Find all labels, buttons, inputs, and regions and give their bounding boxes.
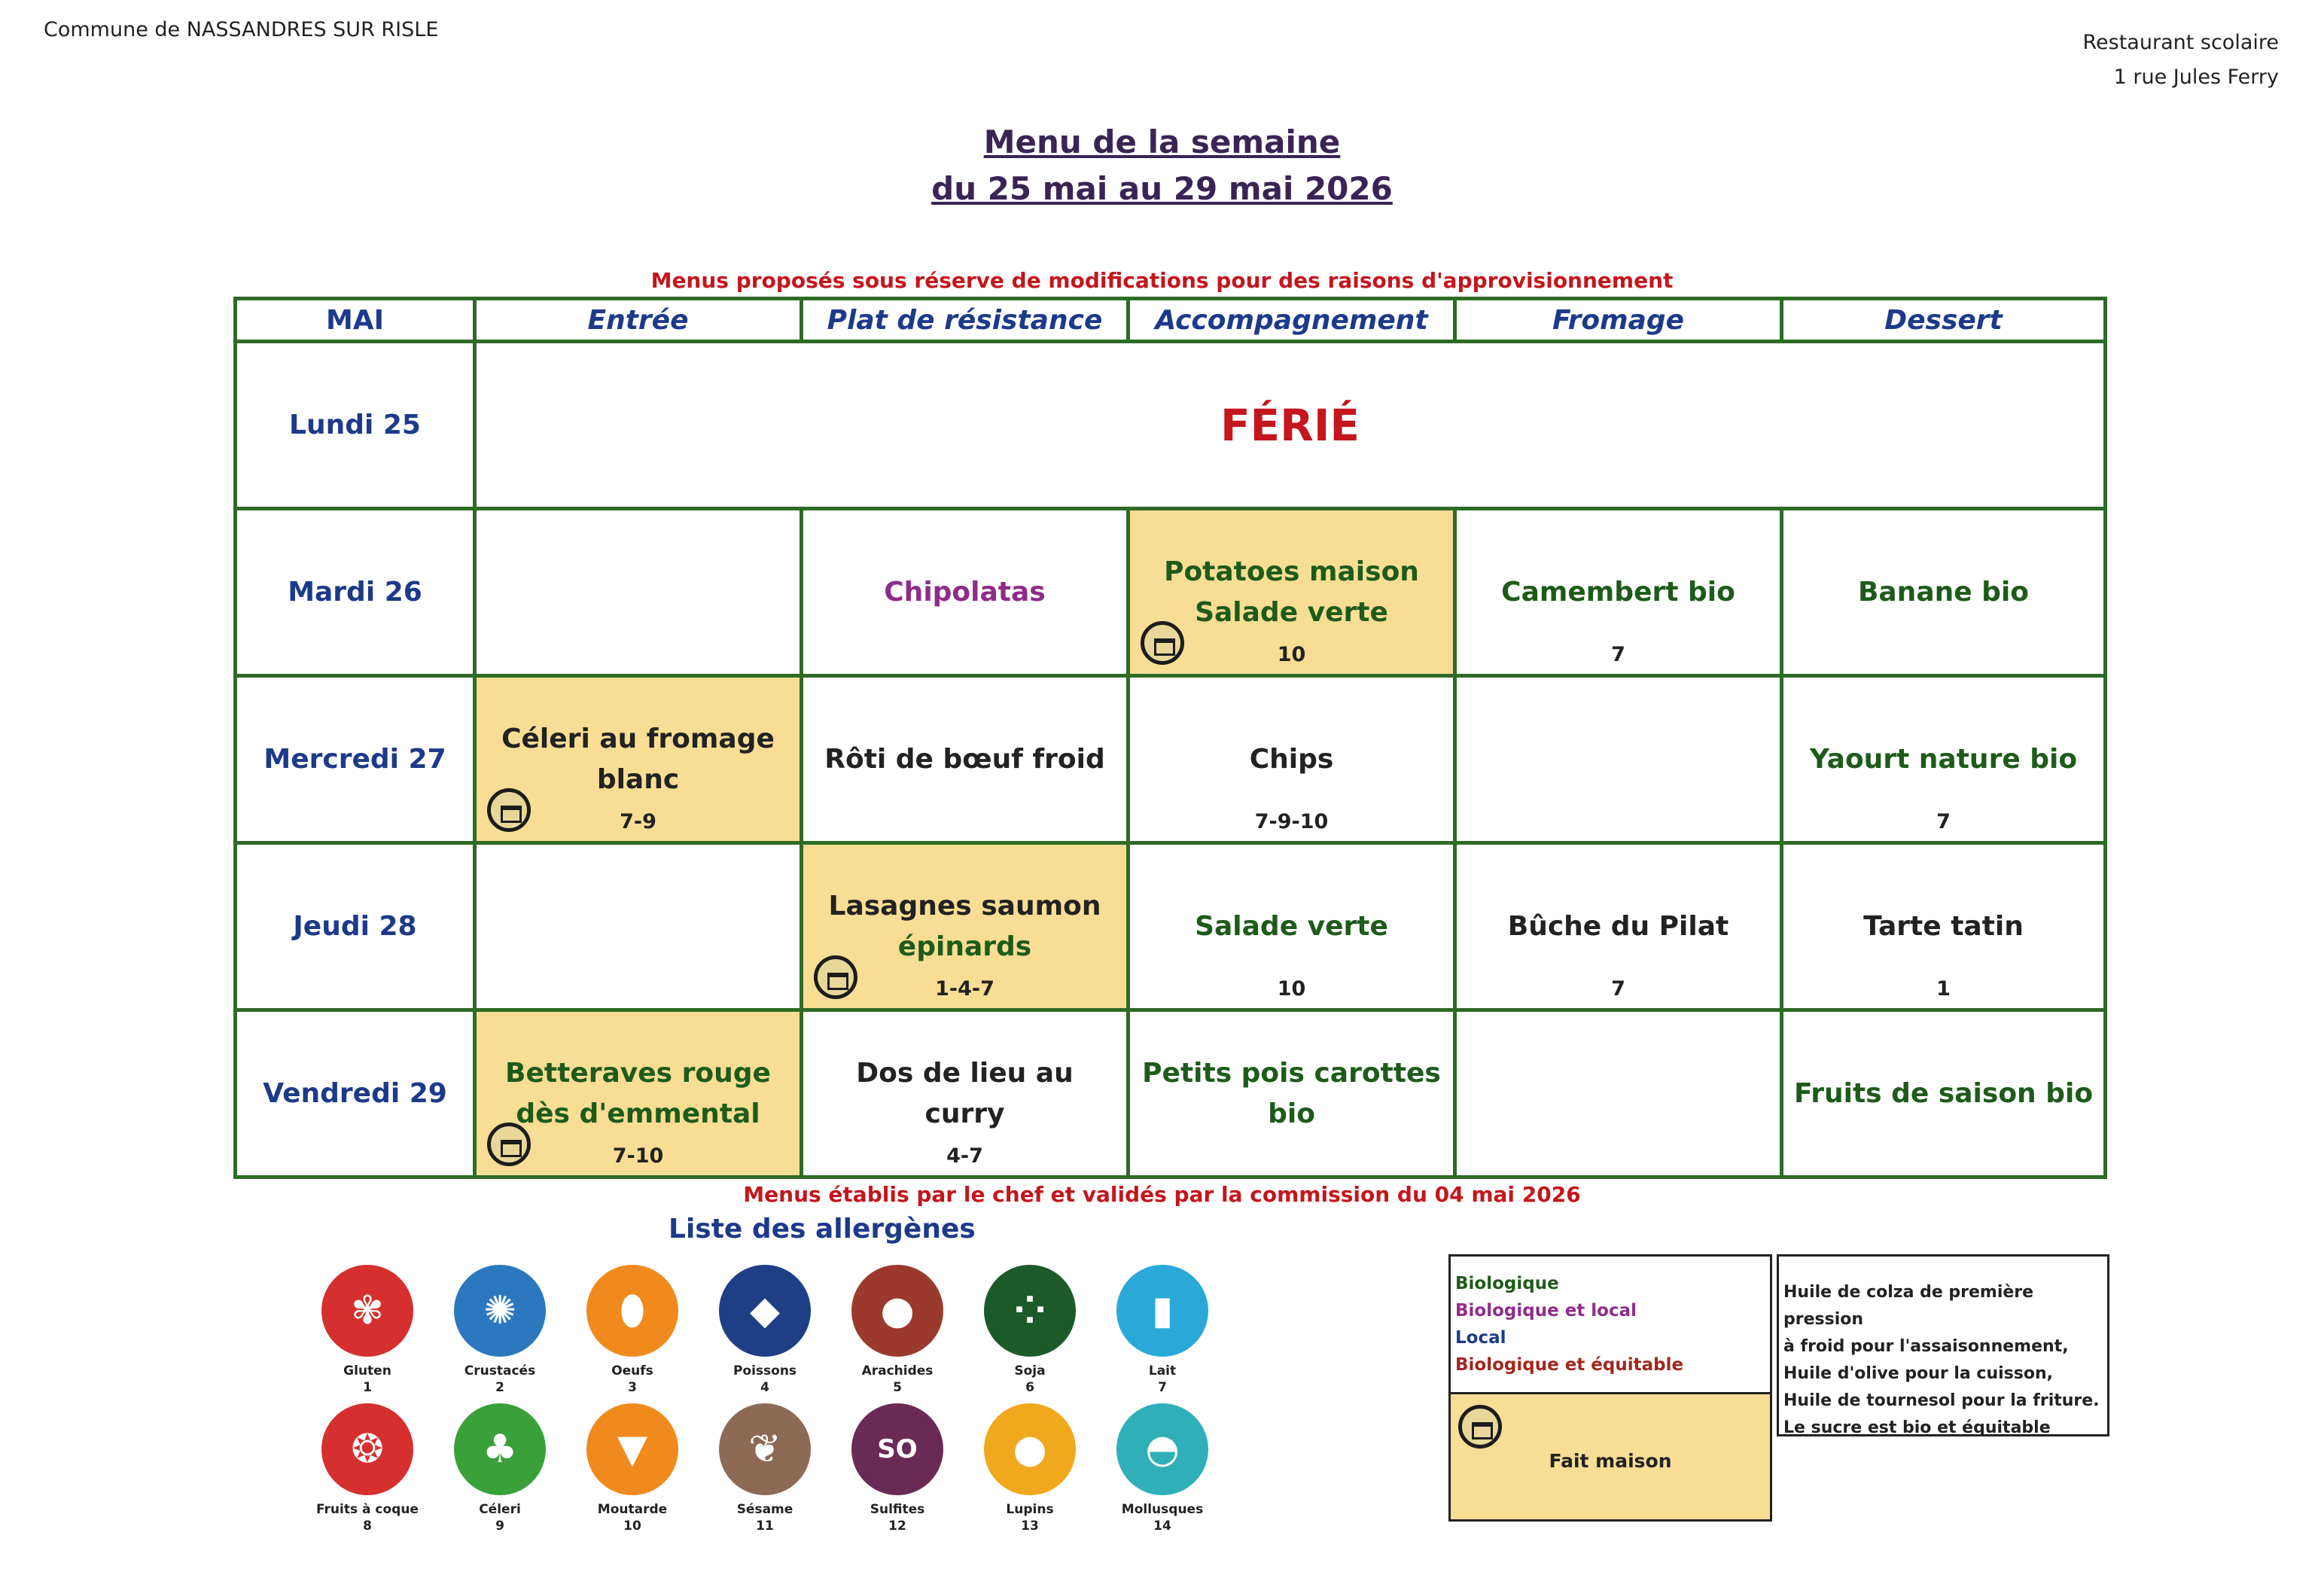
nut-icon: ❂ — [321, 1403, 413, 1495]
allergen-label — [970, 1501, 1090, 1534]
peanut-icon: ● — [851, 1265, 943, 1357]
allergen-codes: 10 — [1277, 977, 1306, 1001]
allergen-label — [572, 1501, 693, 1534]
oil-line: Le sucre est bio et équitable — [1783, 1418, 2051, 1437]
allergen-codes: 1 — [1936, 977, 1951, 1001]
allergen-number: 12 — [888, 1519, 906, 1534]
allergen-item — [1102, 1403, 1223, 1534]
allergen-item — [837, 1265, 958, 1396]
holiday-cell — [475, 342, 2106, 509]
oil-line: Huile de colza de première pression — [1783, 1283, 2034, 1329]
allergen-label — [440, 1501, 560, 1534]
oil-line: Huile de tournesol pour la friture. — [1783, 1391, 2100, 1410]
dish-name: Potatoes maison Salade verte — [1164, 556, 1419, 628]
dish-name: Chipolatas — [884, 576, 1046, 608]
oil-line: Huile d'olive pour la cuisson, — [1783, 1364, 2053, 1383]
column-header: Dessert — [1782, 299, 2106, 342]
allergen-label — [440, 1363, 560, 1396]
column-header: Entrée — [475, 299, 802, 342]
allergen-name: Mollusques — [1121, 1502, 1204, 1517]
day-row — [236, 509, 2106, 676]
day-label: Lundi 25 — [236, 342, 475, 509]
dish-name: Betteraves rouge dès d'emmental — [505, 1057, 771, 1129]
allergen-number: 13 — [1021, 1519, 1039, 1534]
allergen-codes: 7 — [1936, 810, 1951, 833]
allergen-number: 8 — [363, 1519, 372, 1534]
dish-name: Dos de lieu au curry — [856, 1057, 1074, 1129]
oil-line: à froid pour l'assaisonnement, — [1783, 1337, 2069, 1356]
allergen-item — [970, 1265, 1090, 1396]
dish-cell — [1782, 1010, 2106, 1177]
dish-cell — [1782, 843, 2106, 1010]
soy-icon: ⁘ — [984, 1265, 1076, 1357]
allergen-item — [307, 1403, 428, 1534]
allergen-number: 11 — [756, 1519, 774, 1534]
allergen-label — [837, 1501, 958, 1534]
fait-maison-legend — [1448, 1392, 1772, 1522]
dish-cell — [475, 1010, 802, 1177]
allergen-label — [1102, 1501, 1223, 1534]
dish-cell — [1128, 676, 1455, 843]
allergen-label — [307, 1501, 428, 1534]
allergen-item — [705, 1403, 825, 1534]
allergen-codes: 7-9-10 — [1254, 810, 1329, 833]
dish-name: Céleri au fromage blanc — [501, 723, 775, 795]
dish-name: Camembert bio — [1501, 576, 1735, 608]
column-header: MAI — [236, 299, 475, 342]
allergen-name: Soja — [1014, 1363, 1046, 1379]
dish-name: Rôti de bœuf froid — [824, 743, 1105, 775]
allergen-name: Crustacés — [464, 1363, 536, 1379]
dish-cell — [475, 843, 802, 1010]
color-legend — [1448, 1254, 1772, 1394]
legend-item: Biologique et équitable — [1455, 1355, 1684, 1375]
allergen-name: Lupins — [1006, 1502, 1054, 1517]
fait-maison-label: Fait maison — [1549, 1450, 1672, 1472]
page-title: Menu de la semaine — [983, 123, 1341, 160]
milk-icon: ▮ — [1116, 1265, 1208, 1357]
allergen-label — [705, 1363, 825, 1396]
allergens-title: Liste des allergènes — [669, 1214, 976, 1244]
legend — [1448, 1254, 2109, 1519]
restaurant-name: Restaurant scolaire — [2082, 31, 2279, 54]
allergen-number: 10 — [623, 1519, 641, 1534]
wheat-icon: ✾ — [321, 1265, 413, 1357]
egg-icon: ⬮ — [586, 1265, 678, 1357]
allergen-item — [440, 1265, 560, 1396]
dish-name: Chips — [1249, 743, 1334, 775]
dish-cell — [1455, 509, 1782, 676]
restaurant-address — [2083, 26, 2280, 95]
allergen-name: Oeufs — [611, 1363, 653, 1379]
allergen-codes: 1-4-7 — [935, 977, 994, 1001]
menu-body — [236, 342, 2106, 1177]
allergen-number: 6 — [1025, 1380, 1034, 1395]
supply-note: Menus proposés sous réserve de modifications pour des raisons d'approvisionnement — [650, 268, 1674, 293]
dish-cell — [802, 676, 1128, 843]
crab-icon: ✺ — [454, 1265, 546, 1357]
dish-cell — [475, 676, 802, 843]
allergen-number: 3 — [628, 1380, 637, 1395]
fait-maison-icon — [1458, 1405, 1502, 1449]
allergen-item — [572, 1403, 693, 1534]
allergen-number: 5 — [893, 1380, 902, 1395]
allergen-number: 2 — [495, 1380, 504, 1395]
allergen-label — [705, 1501, 825, 1534]
dish-cell — [1128, 509, 1455, 676]
dish-cell — [1128, 843, 1455, 1010]
allergen-name: Céleri — [479, 1502, 521, 1517]
allergen-name: Arachides — [861, 1363, 934, 1379]
shell-icon: ◓ — [1116, 1403, 1208, 1495]
dish-name: Bûche du Pilat — [1507, 910, 1729, 942]
dish-cell — [802, 509, 1128, 676]
legend-item: Biologique — [1455, 1274, 1559, 1293]
dish-cell — [1782, 676, 2106, 843]
allergen-item — [440, 1403, 560, 1534]
legend-item: Biologique et local — [1455, 1301, 1637, 1321]
restaurant-street: 1 rue Jules Ferry — [2113, 65, 2279, 89]
sulfite-icon: SO — [851, 1403, 943, 1495]
dish-name: Yaourt nature bio — [1809, 743, 2078, 775]
allergen-name: Lait — [1148, 1363, 1177, 1379]
dish-cell — [1455, 676, 1782, 843]
column-header: Fromage — [1455, 299, 1782, 342]
dish-name: Tarte tatin — [1863, 910, 2024, 942]
legend-item: Local — [1455, 1328, 1506, 1348]
allergen-name: Moutarde — [597, 1502, 668, 1517]
allergen-codes: 10 — [1277, 643, 1306, 666]
allergen-number: 4 — [760, 1380, 769, 1395]
allergen-item — [307, 1265, 428, 1396]
menu-table — [233, 297, 2107, 1179]
allergen-label — [837, 1363, 958, 1396]
day-row — [236, 342, 2106, 509]
column-header: Plat de résistance — [802, 299, 1128, 342]
dish-name: Banane bio — [1857, 576, 2030, 608]
allergen-label — [307, 1363, 428, 1396]
dish-cell — [475, 509, 802, 676]
dish-name: Lasagnes saumon — [828, 890, 1101, 922]
mustard-icon: ▼ — [586, 1403, 678, 1495]
holiday-label: FÉRIÉ — [1220, 399, 1360, 451]
day-row — [236, 1010, 2106, 1177]
allergen-item — [970, 1403, 1090, 1534]
allergen-name: Fruits à coque — [316, 1502, 419, 1517]
allergen-label — [970, 1363, 1090, 1396]
allergen-item — [1102, 1265, 1223, 1396]
allergen-item — [837, 1403, 958, 1534]
sesame-icon: ❦ — [719, 1403, 811, 1495]
allergen-codes: 7-10 — [612, 1144, 664, 1168]
allergen-codes: 7-9 — [620, 810, 656, 833]
validation-note: Menus établis par le chef et validés par la commission du 04 mai 2026 — [743, 1182, 1581, 1207]
dish-name-2: épinards — [897, 931, 1032, 962]
dish-cell — [802, 843, 1128, 1010]
fish-icon: ◆ — [719, 1265, 811, 1357]
dish-cell — [1455, 1010, 1782, 1177]
allergen-number: 9 — [495, 1519, 504, 1534]
dish-name: Petits pois carottes bio — [1142, 1057, 1441, 1129]
day-row — [236, 843, 2106, 1010]
celery-icon: ♣ — [454, 1403, 546, 1495]
allergen-label — [1102, 1363, 1223, 1396]
oil-info — [1777, 1254, 2109, 1436]
dish-cell — [802, 1010, 1128, 1177]
allergen-name: Sésame — [736, 1502, 793, 1517]
dish-cell — [1455, 843, 1782, 1010]
dish-cell — [1782, 509, 2106, 676]
day-label: Jeudi 28 — [236, 843, 475, 1010]
day-label: Mardi 26 — [236, 509, 475, 676]
allergen-codes: 4-7 — [946, 1144, 983, 1168]
allergen-codes: 7 — [1611, 643, 1625, 666]
allergen-codes: 7 — [1611, 977, 1625, 1001]
allergen-name: Sulfites — [870, 1502, 925, 1517]
allergen-item — [572, 1265, 693, 1396]
allergen-item — [705, 1265, 825, 1396]
allergen-number: 7 — [1158, 1380, 1167, 1395]
dish-name: Salade verte — [1195, 910, 1388, 942]
allergen-name: Gluten — [343, 1363, 391, 1379]
dish-cell — [1128, 1010, 1455, 1177]
dish-name: Fruits de saison bio — [1793, 1077, 2094, 1109]
lupin-icon: ● — [984, 1403, 1076, 1495]
day-label: Vendredi 29 — [236, 1010, 475, 1177]
allergen-label — [572, 1363, 693, 1396]
page-subtitle: du 25 mai au 29 mai 2026 — [931, 170, 1393, 207]
day-row — [236, 676, 2106, 843]
column-header: Accompagnement — [1128, 299, 1455, 342]
day-label: Mercredi 27 — [236, 676, 475, 843]
allergen-number: 14 — [1153, 1519, 1171, 1534]
menu-header-row — [236, 299, 2106, 342]
allergen-number: 1 — [363, 1380, 372, 1395]
commune-name: Commune de NASSANDRES SUR RISLE — [44, 18, 439, 41]
allergen-name: Poissons — [733, 1363, 797, 1379]
